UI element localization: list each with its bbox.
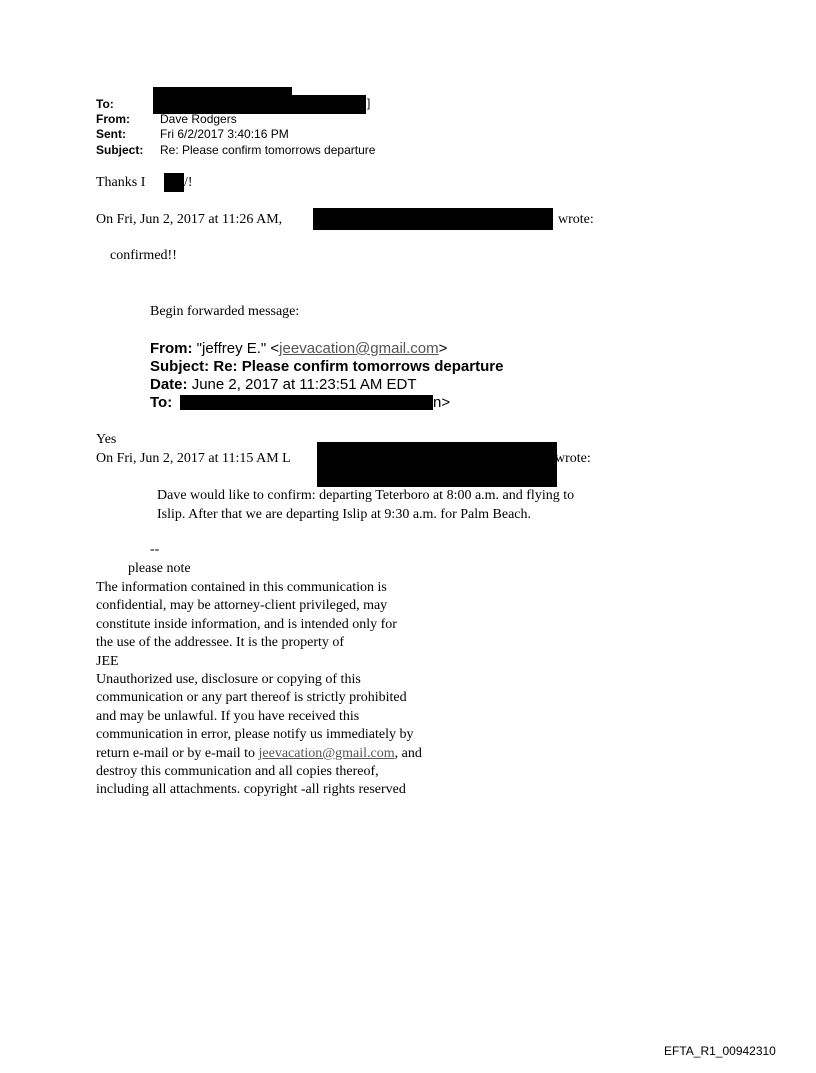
quote-intro: On Fri, Jun 2, 2017 at 11:26 AM,	[96, 212, 283, 227]
disclaimer-line: confidential, may be attorney-client privileged, may	[96, 598, 388, 614]
fwd-from-email-link[interactable]: jeevacation@gmail.com	[279, 340, 439, 357]
from-value: Dave Rodgers	[160, 112, 237, 126]
disclaimer-line: destroy this communication and all copies thereof,	[96, 764, 379, 780]
fwd-subject-value: Re: Please confirm tomorrows departure	[213, 358, 504, 375]
return-prefix: return e-mail or by e-mail to	[96, 745, 259, 761]
fwd-to-line	[150, 394, 172, 411]
subject-value: Re: Please confirm tomorrows departure	[160, 143, 376, 157]
disclaimer-line: JEE	[96, 653, 119, 669]
thanks-prefix: Thanks I	[96, 175, 146, 190]
fwd-from-name: "jeffrey E." <	[196, 340, 280, 357]
thanks-suffix: /!	[184, 175, 193, 190]
redaction-box	[317, 442, 557, 487]
yes-quote-wrote: wrote:	[555, 451, 591, 466]
disclaimer-line: and may be unlawful. If you have received this	[96, 708, 360, 724]
fwd-date-line	[150, 376, 417, 393]
confirm-line-2: Islip. After that we are departing Islip at 9:30 a.m. for Palm Beach.	[157, 507, 532, 522]
sent-value: Fri 6/2/2017 3:40:16 PM	[160, 127, 289, 141]
sig-note: please note	[128, 561, 191, 576]
to-label: To:	[96, 97, 114, 111]
document-id: EFTA_R1_00942310	[664, 1044, 776, 1058]
fwd-from-line	[150, 340, 447, 357]
fwd-from-close: >	[438, 340, 448, 357]
confirm-line-1: Dave would like to confirm: departing Teterboro at 8:00 a.m. and flying to	[157, 488, 575, 503]
disclaimer-line: communication or any part thereof is strictly prohibited	[96, 690, 407, 706]
sent-label: Sent:	[96, 127, 126, 141]
redaction-box	[313, 208, 553, 230]
fwd-from-label: From:	[150, 340, 193, 357]
disclaimer-line: including all attachments. copyright -all rights reserved	[96, 782, 406, 798]
yes-text: Yes	[96, 432, 117, 447]
quote-wrote: wrote:	[558, 212, 594, 227]
disclaimer-line: Unauthorized use, disclosure or copying of this	[96, 672, 361, 688]
redaction-box	[164, 173, 184, 192]
to-suffix: ]	[367, 96, 371, 110]
disclaimer-block	[96, 579, 422, 800]
disclaimer-line: The information contained in this communication is	[96, 580, 387, 595]
disclaimer-line: the use of the addressee. It is the property of	[96, 635, 345, 651]
fwd-date-label: Date:	[150, 376, 188, 393]
fwd-to-label: To:	[150, 394, 173, 411]
sig-dashes: --	[150, 542, 160, 557]
disclaimer-line: constitute inside information, and is intended only for	[96, 616, 397, 632]
yes-quote-intro: On Fri, Jun 2, 2017 at 11:15 AM L	[96, 451, 291, 466]
subject-label: Subject:	[96, 143, 144, 157]
redaction-box	[180, 395, 433, 410]
confirmed-text: confirmed!!	[110, 248, 177, 263]
fwd-subject-label: Subject:	[150, 358, 210, 375]
fwd-subject-line	[150, 358, 503, 375]
return-email-link[interactable]: jeevacation@gmail.com	[258, 745, 395, 761]
return-suffix: , and	[394, 745, 422, 761]
fwd-to-tail: n>	[433, 394, 451, 411]
disclaimer-return-line	[96, 745, 422, 763]
disclaimer-line: communication in error, please notify us immediately by	[96, 727, 414, 743]
fwd-date-value: June 2, 2017 at 11:23:51 AM EDT	[191, 376, 417, 393]
begin-forwarded: Begin forwarded message:	[150, 304, 300, 319]
from-label: From:	[96, 112, 130, 126]
